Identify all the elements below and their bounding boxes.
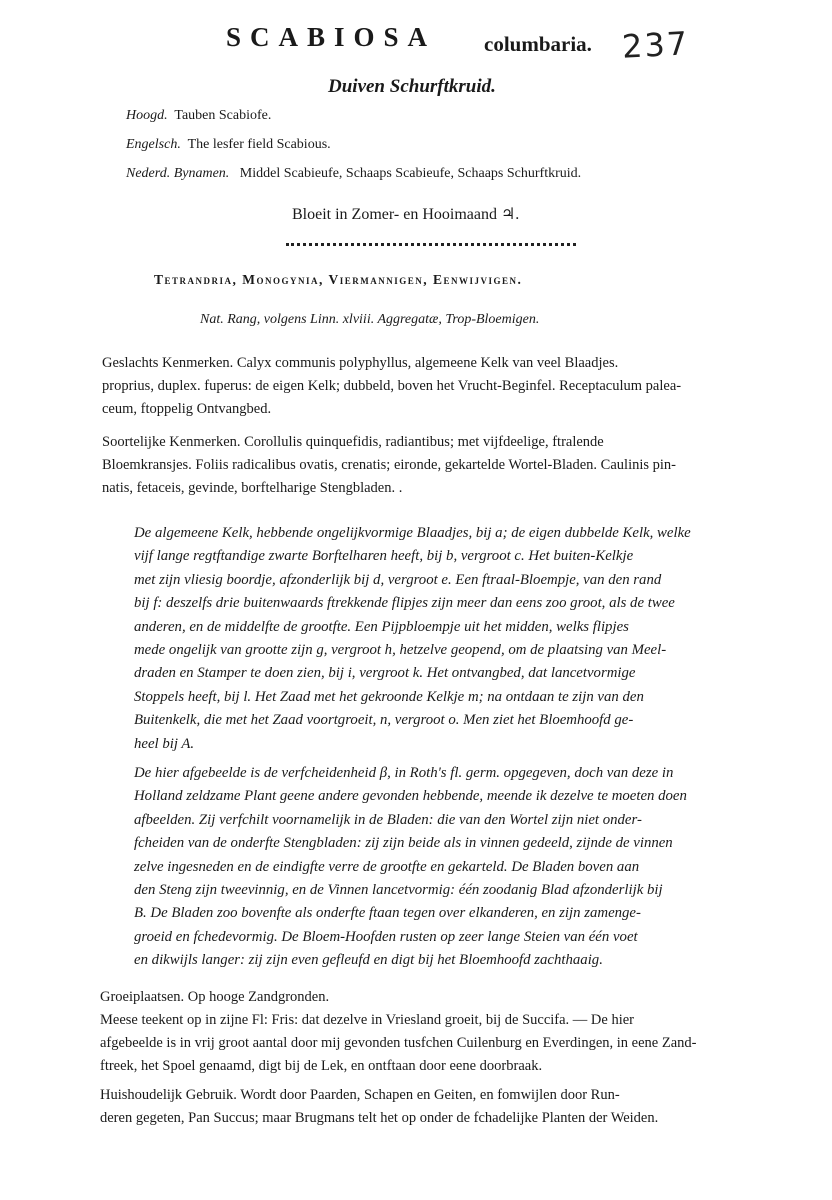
synonym-hoogd bbox=[126, 108, 271, 124]
text-line: ceum, ftoppelig Ontvangbed. bbox=[102, 401, 272, 417]
text-line: proprius, duplex. fuperus: de eigen Kelk; dubbeld, boven het Vrucht-Beginfel. Receptaculum palea- bbox=[102, 378, 682, 394]
text-line: mede ongelijk van grootte zijn g, vergroot h, hetzelve geopend, om de plaatsing van Meel- bbox=[134, 642, 667, 659]
synonym-lang: Nederd. Bynamen. bbox=[126, 166, 230, 181]
genus-characteristics bbox=[102, 352, 681, 421]
text-line: zelve ingesneden en de eindigfte verre de grootfte en gekarteld. De Bladen boven aan bbox=[134, 858, 640, 875]
synonym-engelsch bbox=[126, 137, 331, 153]
text-line: draden en Stamper te doen zien, bij i, vergroot k. Het ontvangbed, dat lancetvormige bbox=[134, 665, 636, 682]
synonym-nederd bbox=[126, 166, 581, 182]
text-line: vijf lange regtftandige zwarte Borftelharen heeft, bij b, vergroot c. Het buiten-Kelkje bbox=[134, 548, 634, 565]
synonym-lang: Hoogd. bbox=[126, 108, 168, 123]
text-line: anderen, en de middelfte de grootfte. Een Pijpbloempje uit het midden, welks flipjes bbox=[134, 618, 629, 635]
text-line: bij f: deszelfs drie buitenwaards ftrekkende flipjes zijn meer dan eens zoo groot, als de twee bbox=[134, 595, 675, 612]
synonym-text: Middel Scabieufe, Schaaps Scabieufe, Schaaps Schurftkruid. bbox=[239, 166, 582, 181]
text-line: natis, fetaceis, gevinde, borftelharige Stengbladen. . bbox=[102, 480, 403, 496]
text-line: Buitenkelk, die met het Zaad voortgroeit, n, vergroot o. Men ziet het Bloemhoofd ge- bbox=[134, 712, 634, 729]
text-line: afgebeelde is in vrij groot aantal door mij gevonden tusfchen Cuilenburg en Everdingen, in eene Zand- bbox=[100, 1035, 697, 1051]
text-line: Groeiplaatsen. Op hooge Zandgronden. bbox=[100, 989, 330, 1005]
species-characteristics bbox=[102, 431, 676, 500]
flowering-time: Bloeit in Zomer- en Hooimaand ♃. bbox=[292, 206, 520, 223]
species-name: columbaria. bbox=[484, 32, 592, 56]
variety-description bbox=[134, 762, 687, 973]
text-line: met zijn vliesig boordje, afzonderlijk bij d, vergroot e. Een ftraal-Bloempje, van den rand bbox=[134, 571, 662, 588]
text-line: Stoppels heeft, bij l. Het Zaad met het gekroonde Kelkje m; na ontdaan te zijn van den bbox=[134, 688, 644, 705]
household-use-section bbox=[100, 1084, 658, 1130]
genus-title: SCABIOSA bbox=[226, 22, 437, 52]
dutch-name: Duiven Schurftkruid. bbox=[328, 76, 496, 97]
natural-rank: Nat. Rang, volgens Linn. xlviii. Aggregatæ, Trop-Bloemigen. bbox=[200, 312, 540, 327]
text-line: Soortelijke Kenmerken. Corollulis quinquefidis, radiantibus; met vijfdeelige, ftralende bbox=[102, 434, 604, 450]
text-line: afbeelden. Zij verfchilt voornamelijk in de Bladen: die van den Wortel zijn niet onder- bbox=[134, 811, 642, 828]
synonym-lang: Engelsch. bbox=[126, 137, 181, 152]
text-line: De algemeene Kelk, hebbende ongelijkvormige Blaadjes, bij a; de eigen dubbelde Kelk, welke bbox=[134, 525, 691, 541]
dotted-divider bbox=[286, 243, 576, 246]
habitat-section bbox=[100, 986, 696, 1078]
text-line: Huishoudelijk Gebruik. Wordt door Paarden, Schapen en Geiten, en fomwijlen door Run- bbox=[100, 1087, 620, 1103]
figure-description bbox=[134, 522, 691, 756]
text-line: Geslachts Kenmerken. Calyx communis polyphyllus, algemeene Kelk van veel Blaadjes. bbox=[102, 355, 619, 371]
text-line: deren gegeten, Pan Succus; maar Brugmans telt het op onder de fchadelijke Planten der Weiden. bbox=[100, 1110, 659, 1126]
text-line: den Steng zijn tweevinnig, en de Vinnen lancetvormig: één zoodanig Blad afzonderlijk bij bbox=[134, 882, 663, 899]
synonym-text: Tauben Scabiofe. bbox=[174, 108, 272, 123]
text-line: fcheiden van de onderfte Stengbladen: zij zijn beide als in vinnen gedeeld, zijnde de vinnen bbox=[134, 835, 673, 852]
handwritten-page-number: 237 bbox=[621, 24, 691, 66]
text-line: Bloemkransjes. Foliis radicalibus ovatis, crenatis; eironde, gekartelde Wortel-Bladen. Caulinis pin- bbox=[102, 457, 676, 473]
text-line: Meese teekent op in zijne Fl: Fris: dat dezelve in Vriesland groeit, bij de Succifa. — De hier bbox=[100, 1012, 635, 1028]
linnaean-class: Tetrandria, Monogynia, Viermannigen, Eenwijvigen. bbox=[154, 272, 523, 287]
synonym-text: The lesfer field Scabious. bbox=[187, 137, 331, 152]
text-line: groeid en fchedevormig. De Bloem-Hoofden rusten op zeer lange Steien van één voet bbox=[134, 928, 638, 945]
text-line: De hier afgebeelde is de verfcheidenheid β, in Roth's fl. germ. opgegeven, doch van deze in bbox=[134, 765, 674, 781]
text-line: ftreek, het Spoel genaamd, digt bij de Lek, en ontftaan door eene doorbraak. bbox=[100, 1058, 543, 1074]
text-line: en dikwijls langer: zij zijn even gefleufd en digt bij het Bloemhoofd zachthaaig. bbox=[134, 952, 603, 969]
text-line: Holland zeldzame Plant geene andere gevonden hebbende, meende ik dezelve te moeten doen bbox=[134, 788, 687, 805]
text-line: heel bij A. bbox=[134, 735, 195, 752]
text-line: B. De Bladen zoo bovenfte als onderfte ftaan tegen over elkanderen, en zijn zamenge- bbox=[134, 905, 641, 922]
